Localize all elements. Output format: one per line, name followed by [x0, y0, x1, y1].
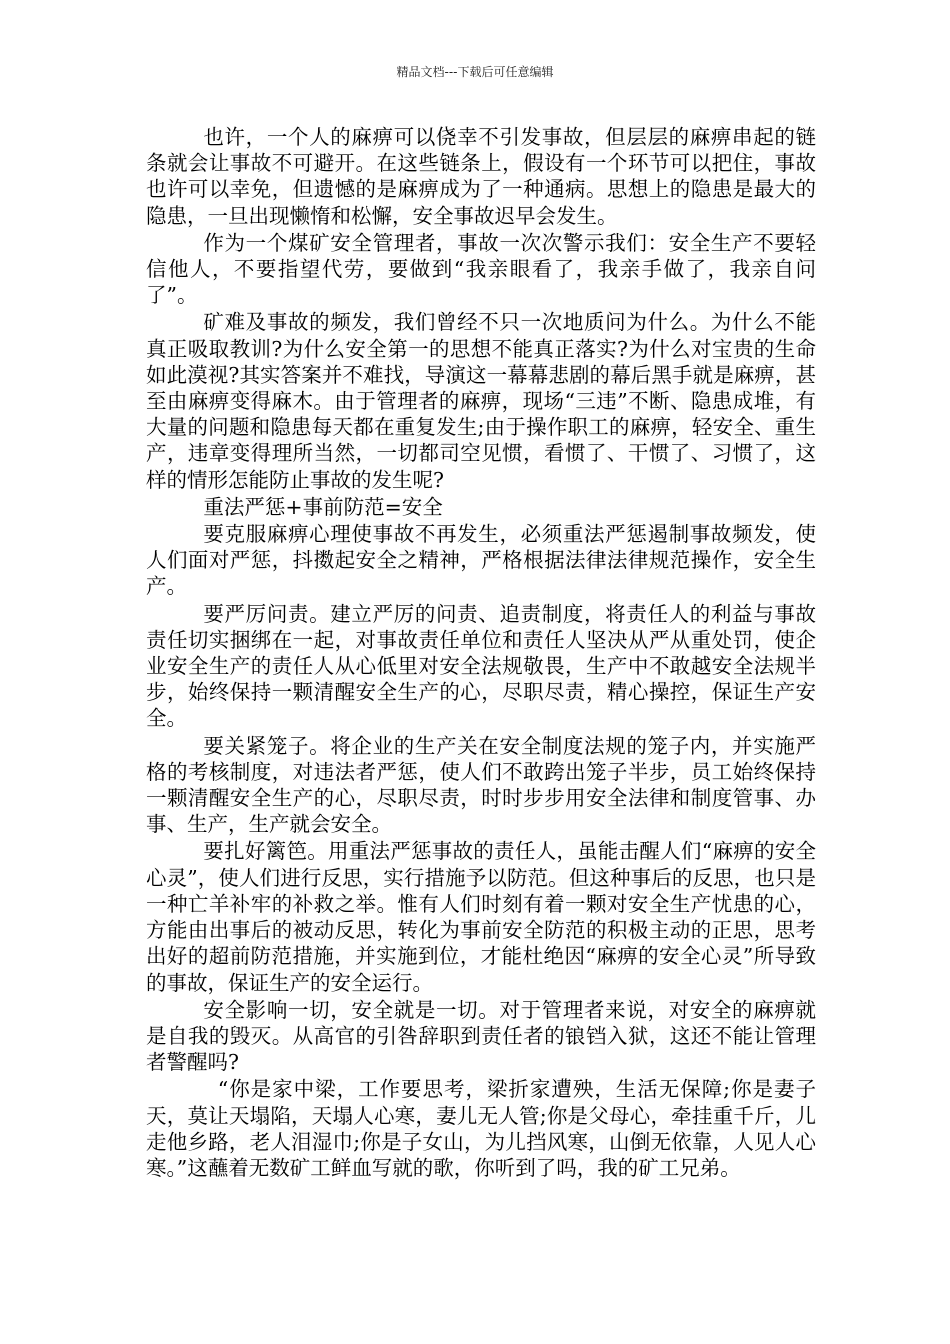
- document-body: [146, 124, 816, 1182]
- paragraph: 也许，一个人的麻痹可以侥幸不引发事故，但层层的麻痹串起的链条就会让事故不可避开。在这些链条上，假设有一个环节可以把住，事故也许可以幸免，但遗憾的是麻痹成为了一种通病。思想上的隐患是最大的隐患，一旦出现懒惰和松懈，安全事故迟早会发生。: [146, 125, 816, 228]
- section-heading: 重法严惩+事前防范=安全: [203, 494, 443, 519]
- paragraph: 作为一个煤矿安全管理者，事故一次次警示我们：安全生产不要轻信他人，不要指望代劳，要做到“我亲眼看了，我亲手做了，我亲自问了”。: [146, 230, 816, 308]
- paragraph: 要关紧笼子。将企业的生产关在安全制度法规的笼子内，并实施严格的考核制度，对违法者严惩，使人们不敢跨出笼子半步，员工始终保持一颗清醒安全生产的心，尽职尽责，时时步步用安全法律和制度管事、办事、生产，生产就会安全。: [146, 733, 816, 837]
- paragraph: 要克服麻痹心理使事故不再发生，必须重法严惩遏制事故频发，使人们面对严惩，抖擞起安全之精神，严格根据法律法律规范操作，安全生产。: [146, 522, 816, 599]
- paragraph: 要严厉问责。建立严厉的问责、追责制度，将责任人的利益与事故责任切实捆绑在一起，对事故责任单位和责任人坚决从严从重处罚，使企业安全生产的责任人从心低里对安全法规敬畏，生产中不敢越安全法规半步，始终保持一颗清醒安全生产的心，尽职尽责，精心操控，保证生产安全。: [146, 601, 816, 731]
- song-quote-paragraph: “你是家中梁，工作要思考，梁折家遭殃，生活无保障;你是妻子天，莫让天塌陷，天塌人心寒，妻儿无人管;你是父母心，牵挂重千斤，儿走他乡路，老人泪湿巾;你是子女山，为儿挡风寒，山倒无依靠，人见人心寒。”这蘸着无数矿工鲜血写就的歌，你听到了吗，我的矿工兄弟。: [146, 1077, 816, 1180]
- paragraph: 要扎好篱笆。用重法严惩事故的责任人，虽能击醒人们“麻痹的安全心灵”，使人们进行反思，实行措施予以防范。但这种事后的反思，也只是一种亡羊补牢的补救之举。惟有人们时刻有着一颗对安全生产忧患的心，方能由出事后的被动反思，转化为事前安全防范的积极主动的正思，思考出好的超前防范措施，并实施到位，才能杜绝因“麻痹的安全心灵”所导致的事故，保证生产的安全运行。: [146, 839, 816, 995]
- paragraph: 安全影响一切，安全就是一切。对于管理者来说，对安全的麻痹就是自我的毁灭。从高官的引咎辞职到责任者的锒铛入狱，这还不能让管理者警醒吗?: [146, 997, 816, 1075]
- paragraph: 矿难及事故的频发，我们曾经不只一次地质问为什么。为什么不能真正吸取教训?为什么安全第一的思想不能真正落实?为什么对宝贵的生命如此漠视?其实答案并不难找，导演这一幕幕悲剧的幕后黑手就是麻痹，甚至由麻痹变得麻木。由于管理者的麻痹，现场“三违”不断、隐患成堆，有大量的问题和隐患每天都在重复发生;由于操作职工的麻痹，轻安全、重生产，违章变得理所当然，一切都司空见惯，看惯了、干惯了、习惯了，这样的情形怎能防止事故的发生呢?: [146, 310, 816, 492]
- page-header: 精品文档---下载后可任意编辑: [396, 65, 554, 79]
